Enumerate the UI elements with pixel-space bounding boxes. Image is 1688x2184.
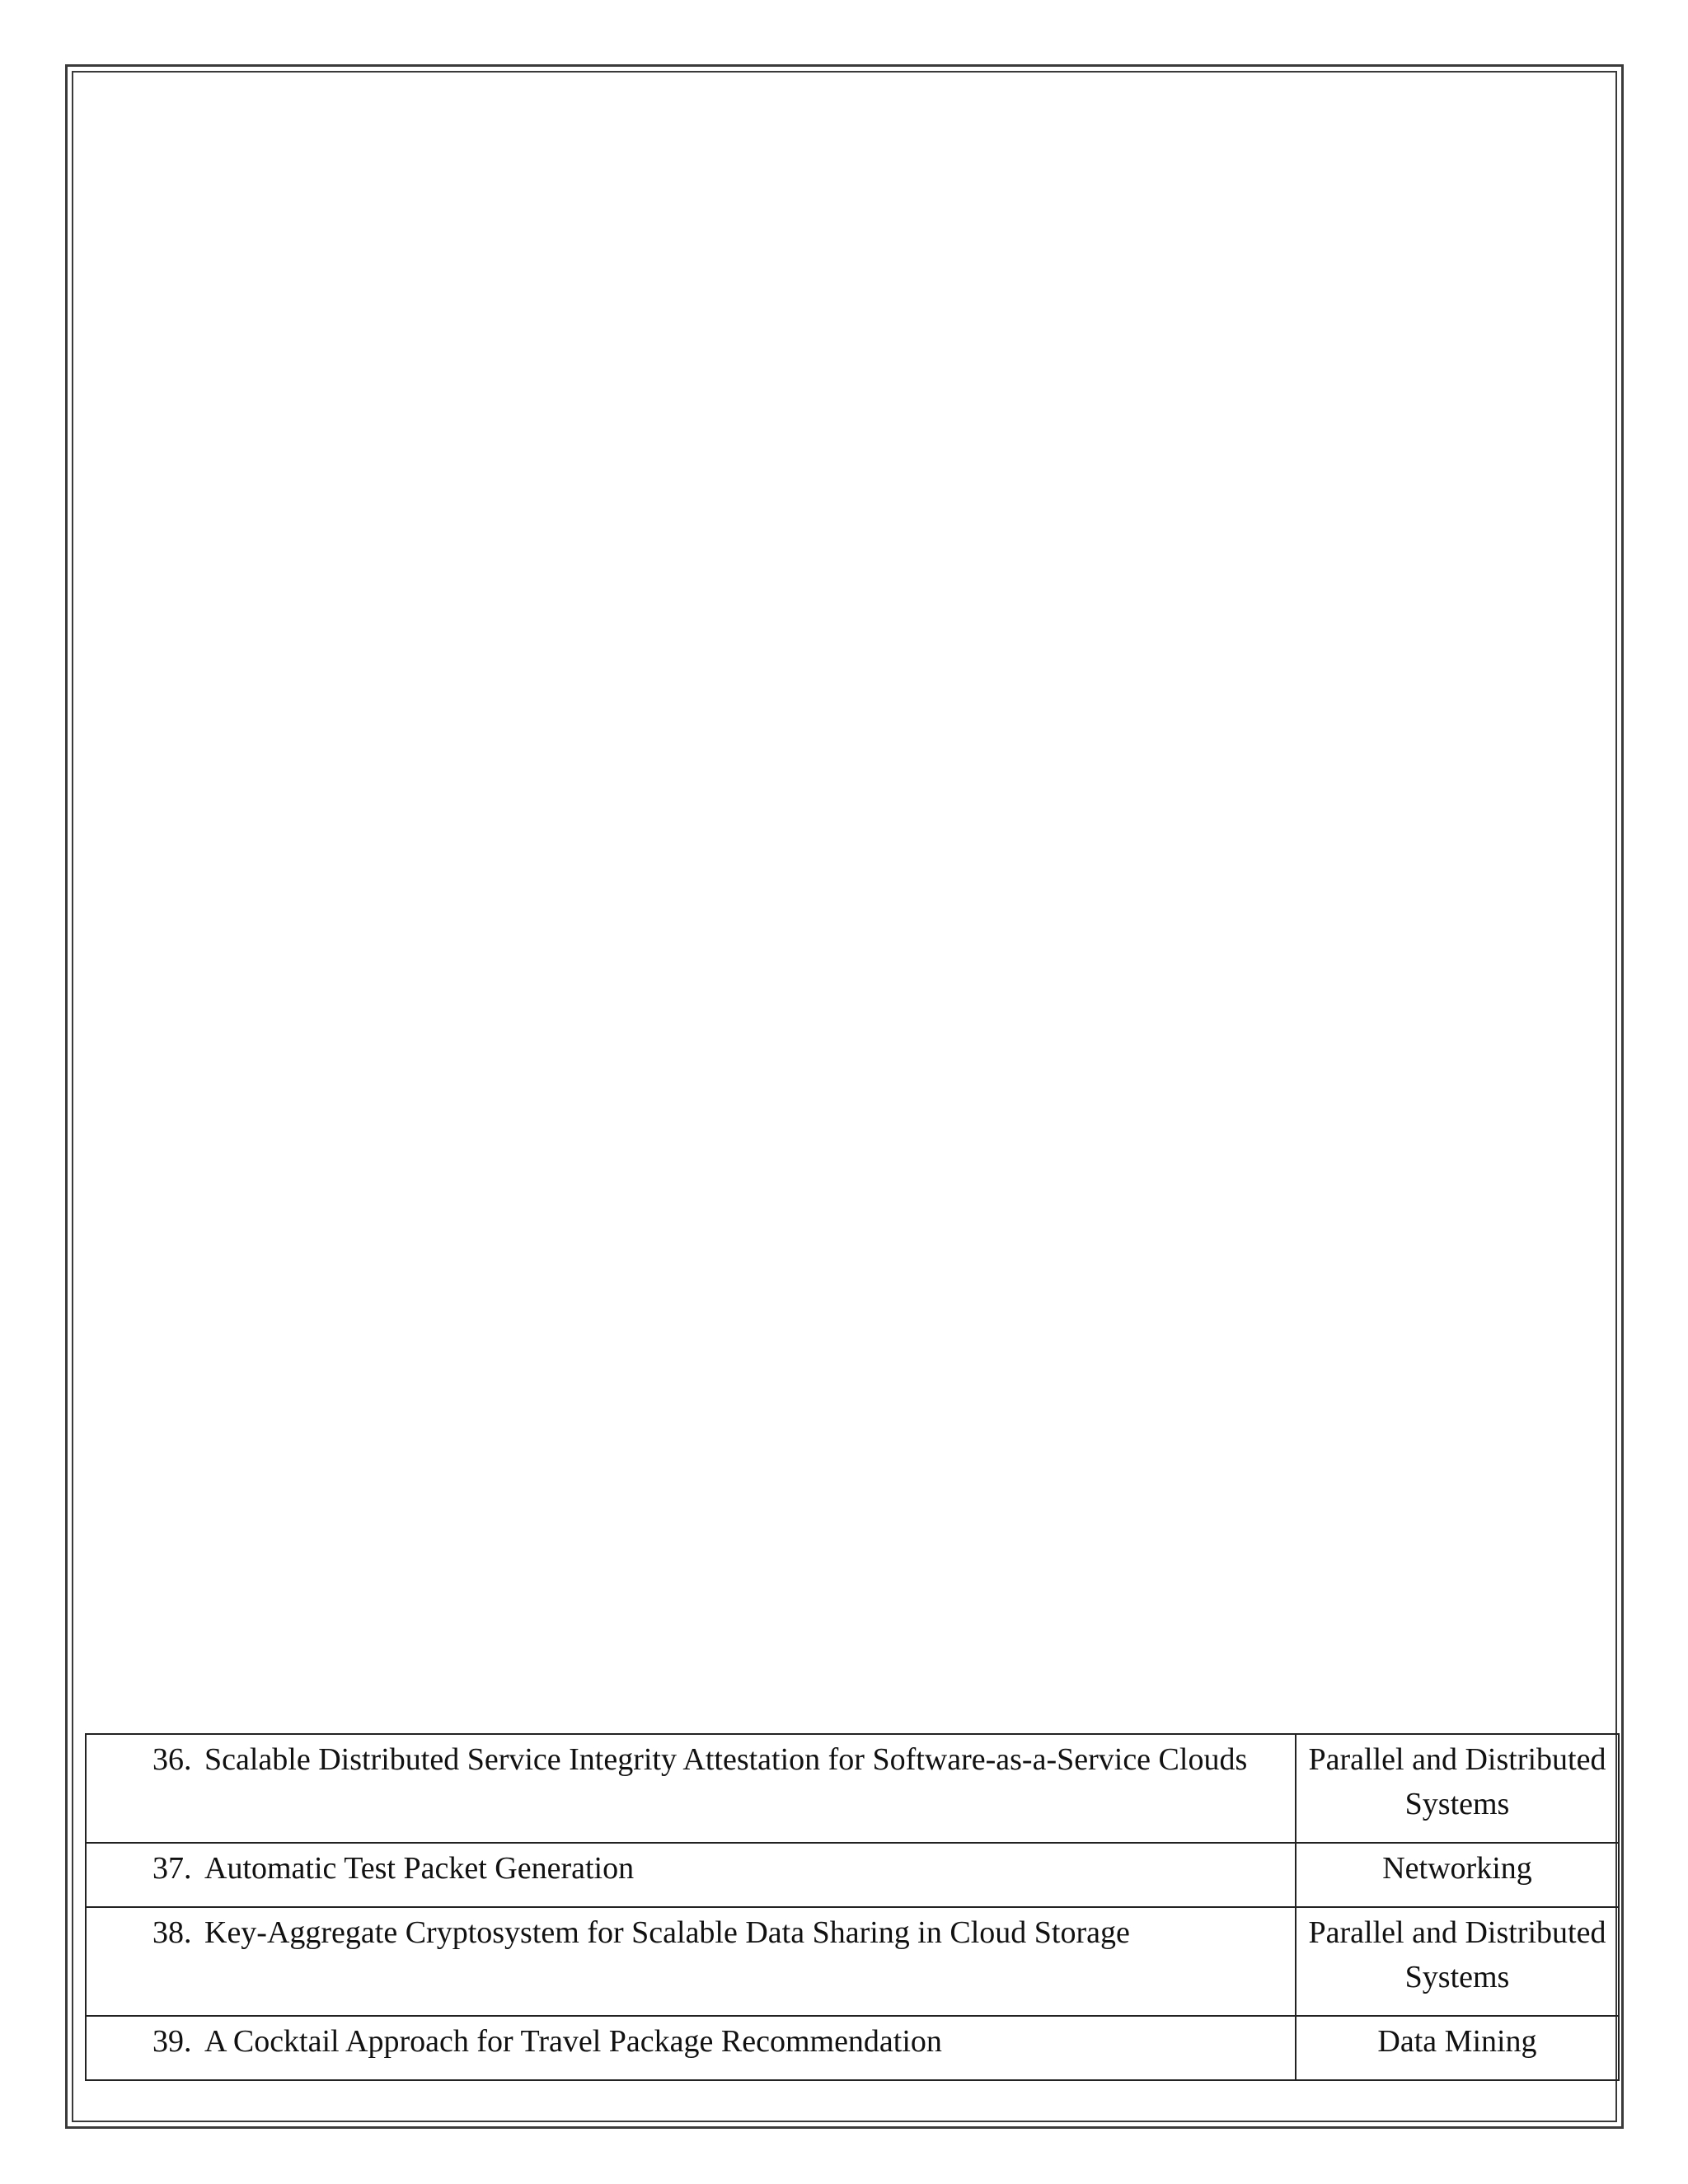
project-title: Automatic Test Packet Generation	[204, 1851, 635, 1886]
project-title: Scalable Distributed Service Integrity Attestation for Software-as-a-Service Clouds	[204, 1742, 1248, 1777]
project-domain: Parallel and Distributed Systems	[1296, 1907, 1619, 2016]
project-number: 39.	[152, 2024, 192, 2059]
project-table	[85, 1733, 1620, 2081]
table-row	[86, 1734, 1619, 1843]
project-title-cell	[86, 1907, 1296, 2016]
project-number: 36.	[152, 1742, 192, 1777]
project-domain: Data Mining	[1296, 2016, 1619, 2080]
project-title-cell	[86, 1843, 1296, 1907]
project-domain: Networking	[1296, 1843, 1619, 1907]
project-number: 37.	[152, 1851, 192, 1886]
table-row	[86, 1843, 1619, 1907]
project-title: Key-Aggregate Cryptosystem for Scalable Data Sharing in Cloud Storage	[204, 1915, 1130, 1950]
project-number: 38.	[152, 1915, 192, 1950]
project-domain: Parallel and Distributed Systems	[1296, 1734, 1619, 1843]
project-title: A Cocktail Approach for Travel Package Recommendation	[204, 2024, 942, 2059]
project-title-cell	[86, 2016, 1296, 2080]
table-row	[86, 1907, 1619, 2016]
table-row	[86, 2016, 1619, 2080]
project-title-cell	[86, 1734, 1296, 1843]
